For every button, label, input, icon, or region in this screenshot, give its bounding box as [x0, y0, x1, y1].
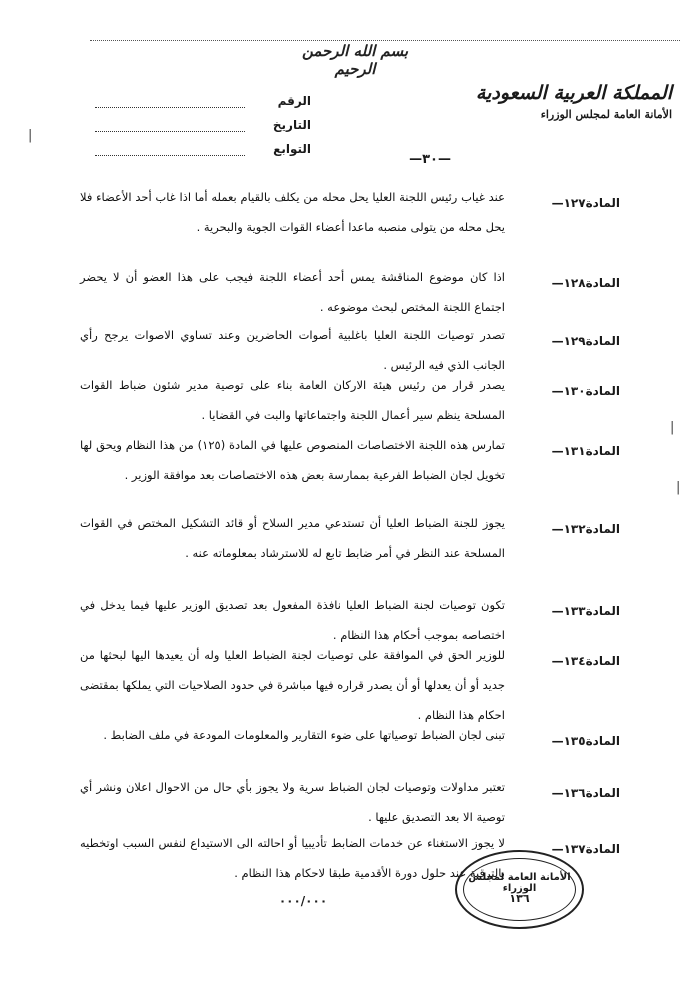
article-text: لا يجوز الاستغناء عن خدمات الضابط تأديبيا أو احالته الى الاستيداع لنفس السبب اوتخطيه بالترقية عند حلول دورة الأقدمية طبقا لاحكام هذا النظام .	[80, 836, 505, 880]
letterhead-kingdom: المملكة العربية السعودية	[475, 82, 672, 104]
letterhead	[462, 82, 672, 121]
article-label: المادة١٢٩—	[551, 334, 620, 348]
article-text: تكون توصيات لجنة الضباط العليا نافذة المفعول بعد تصديق الوزير عليها فيما يدخل في اختصاصه بموجب أحكام هذا النظام .	[80, 598, 505, 642]
articles-list	[80, 182, 620, 888]
article-label: المادة١٢٨—	[551, 276, 620, 290]
article-label: المادة١٣٠—	[551, 384, 620, 398]
article-text: يصدر قرار من رئيس هيئة الاركان العامة بناء على توصية مدير شئون ضباط القوات المسلحة ينظم سير أعمال اللجنة واجتماعاتها والبت في القضايا .	[80, 378, 505, 422]
article-text: يجوز للجنة الضباط العليا أن تستدعي مدير السلاح أو قائد التشكيل المختص في القوات المسلحة عند النظر في أمر ضابط تابع له للاسترشاد بمعلوماته عنه .	[80, 516, 505, 560]
article-label: المادة١٣٥—	[551, 734, 620, 748]
seal-text: الأمانة العامة لمجلس الوزراء	[468, 872, 571, 894]
field-date-line	[95, 117, 245, 132]
field-date	[95, 108, 315, 132]
margin-tick-mark: |	[676, 480, 681, 495]
official-seal-stamp	[455, 850, 584, 929]
article-label: المادة١٣٤—	[551, 654, 620, 668]
margin-tick-mark: |	[670, 420, 675, 435]
article-128	[80, 262, 620, 320]
article-label: المادة١٢٧—	[551, 196, 620, 210]
article-129	[80, 320, 620, 370]
margin-tick-mark: |	[28, 128, 33, 143]
article-label: المادة١٣١—	[551, 444, 620, 458]
seal-number: ١٣٦	[509, 892, 530, 905]
article-130	[80, 370, 620, 430]
article-label: المادة١٣٧—	[551, 842, 620, 856]
article-text: للوزير الحق في الموافقة على توصيات لجنة الضباط العليا وله أن يعيدها اليها لبحثها من جديد أو أن يعدلها أو أن يصدر قراره فيها مباشرة في حدود الصلاحيات التي يملكها بمقتضى احكام هذا النظام .	[80, 648, 505, 722]
page-number: —٣٠—	[409, 152, 451, 167]
article-text: تعتبر مداولات وتوصيات لجان الضباط سرية ولا يجوز بأي حال من الاحوال اعلان ونشر أي توصية الا بعد التصديق عليها .	[80, 780, 505, 824]
article-text: اذا كان موضوع المناقشة يمس أحد أعضاء اللجنة فيجب على هذا العضو أن لا يحضر اجتماع اللجنة المختص لبحث موضوعه .	[80, 270, 505, 314]
article-text: تصدر توصيات اللجنة العليا باغلبية أصوات الحاضرين وعند تساوي الاصوات يرجح رأي الجانب الذي فيه الرئيس .	[80, 328, 505, 372]
field-number	[95, 84, 315, 108]
article-text: تبنى لجان الضباط توصياتها على ضوء التقارير والمعلومات المودعة في ملف الضابط .	[103, 728, 505, 742]
basmala-heading: بسم الله الرحمن الرحيم	[301, 42, 409, 78]
footer-continuation-mark: ٠٠٠/٠٠٠	[278, 894, 328, 908]
article-132	[80, 508, 620, 590]
field-attachments-line	[95, 141, 245, 156]
field-attachments-label: التوابع	[273, 142, 311, 156]
article-text: تمارس هذه اللجنة الاختصاصات المنصوص عليها في المادة (١٢٥) من هذا النظام ويحق لها تخويل لجان الضباط الفرعية بممارسة بعض هذه الاختصاصات بعد موافقة الوزير .	[80, 438, 506, 482]
article-label: المادة١٣٢—	[551, 522, 620, 536]
letterhead-secretariat: الأمانة العامة لمجلس الوزراء	[540, 108, 672, 121]
header-fields	[95, 84, 315, 156]
field-number-line	[95, 93, 245, 108]
field-attachments	[95, 132, 315, 156]
article-127	[80, 182, 620, 262]
article-135	[80, 720, 620, 772]
article-text: عند غياب رئيس اللجنة العليا يحل محله من يكلف بالقيام بعمله أما اذا غاب أحد الأعضاء فلا يحل محله من يتولى منصبه ماعدا أعضاء القوات الجوية والبحرية .	[80, 190, 505, 234]
field-date-label: التاريخ	[272, 118, 311, 132]
field-number-label: الرقم	[277, 94, 311, 108]
top-dotted-border	[90, 40, 680, 41]
article-label: المادة١٣٦—	[551, 786, 620, 800]
article-136	[80, 772, 620, 828]
article-134	[80, 640, 620, 720]
article-label: المادة١٣٣—	[551, 604, 620, 618]
article-133	[80, 590, 620, 640]
article-131	[80, 430, 620, 508]
